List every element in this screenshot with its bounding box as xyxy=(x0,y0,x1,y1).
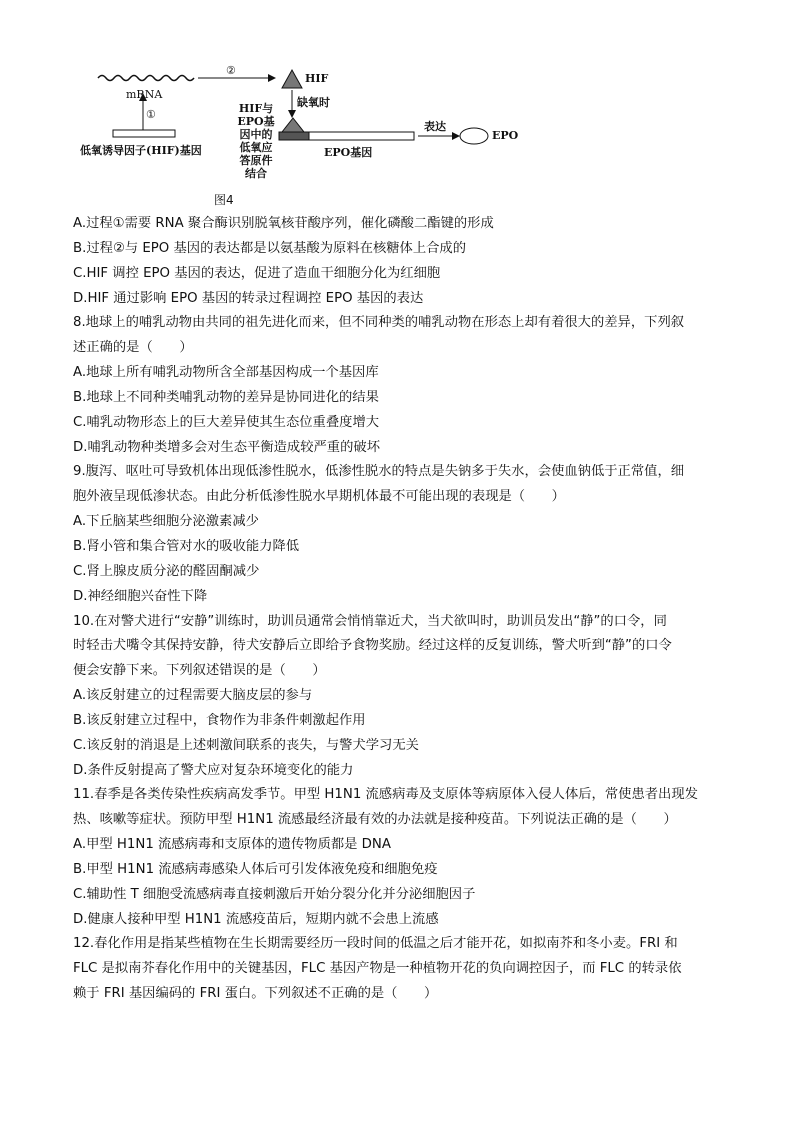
step1-label: ① xyxy=(146,108,156,121)
figure-4-diagram xyxy=(80,62,548,212)
hif-gene-bar xyxy=(113,130,175,137)
text-line: D.神经细胞兴奋性下降 xyxy=(73,588,208,604)
epo-gene-bar xyxy=(309,132,414,140)
hif-label: HIF xyxy=(305,72,329,85)
text-line: 述正确的是（ ） xyxy=(73,340,193,356)
figure-caption: 图4 xyxy=(214,193,234,207)
epo-label: EPO xyxy=(492,129,519,142)
hif-gene-label: 低氧诱导因子(HIF)基因 xyxy=(80,144,202,157)
text-line: 热、咳嗽等症状。预防甲型 H1N1 流感最经济最有效的办法就是接种疫苗。下列说法正确的是（ ） xyxy=(73,812,677,828)
text-line: D.健康人接种甲型 H1N1 流感疫苗后，短期内就不会患上流感 xyxy=(73,911,439,927)
text-line: A.甲型 H1N1 流感病毒和支原体的遗传物质都是 DNA xyxy=(73,837,391,853)
text-line: 11.春季是各类传染性疾病高发季节。甲型 H1N1 流感病毒及支原体等病原体入侵人体后，常使患者出现发 xyxy=(73,787,698,803)
question-text xyxy=(73,212,723,1007)
text-line: B.肾小管和集合管对水的吸收能力降低 xyxy=(73,538,300,554)
hif-triangle xyxy=(282,70,302,88)
text-line: C.该反射的消退是上述刺激间联系的丧失，与警犬学习无关 xyxy=(73,737,419,753)
binding-line: 低氧应 xyxy=(239,141,273,154)
epo-gene-label: EPO基因 xyxy=(324,146,373,159)
arrow-hypoxia-head xyxy=(288,110,296,118)
text-line: 赖于 FRI 基因编码的 FRI 蛋白。下列叙述不正确的是（ ） xyxy=(73,986,438,1002)
mrna-label: mRNA xyxy=(126,88,163,101)
binding-line: 答原件 xyxy=(239,154,273,167)
binding-line: EPO基 xyxy=(237,115,275,128)
arrow-express-head xyxy=(452,132,460,140)
hif-bound-triangle xyxy=(282,118,304,132)
epo-protein xyxy=(460,128,488,144)
text-line: C.辅助性 T 细胞受流感病毒直接刺激后开始分裂分化并分泌细胞因子 xyxy=(73,886,476,902)
text-line: 时轻击犬嘴令其保持安静，待犬安静后立即给予食物奖励。经过这样的反复训练，警犬听到“静”的口令 xyxy=(73,638,672,654)
text-line: A.过程①需要 RNA 聚合酶识别脱氧核苷酸序列，催化磷酸二酯键的形成 xyxy=(73,216,494,231)
arrow-step2-head xyxy=(268,74,276,82)
text-line: 8.地球上的哺乳动物由共同的祖先进化而来，但不同种类的哺乳动物在形态上却有着很大的差异，下列叙 xyxy=(73,315,685,331)
text-line: 便会安静下来。下列叙述错误的是（ ） xyxy=(73,663,326,679)
text-line: 9.腹泻、呕吐可导致机体出现低渗性脱水，低渗性脱水的特点是失钠多于失水，会使血钠低于正常值，细 xyxy=(73,464,685,480)
text-line: FLC 是拟南芥春化作用中的关键基因，FLC 基因产物是一种植物开花的负向调控因子，而 FLC 的转录依 xyxy=(73,961,682,977)
text-line: C.肾上腺皮质分泌的醛固酮减少 xyxy=(73,563,260,579)
text-line: B.该反射建立过程中，食物作为非条件刺激起作用 xyxy=(73,712,366,728)
text-line: A.地球上所有哺乳动物所含全部基因构成一个基因库 xyxy=(73,365,379,381)
text-line: C.哺乳动物形态上的巨大差异使其生态位重叠度增大 xyxy=(73,414,380,430)
binding-line: HIF与 xyxy=(238,102,274,115)
text-line: 12.春化作用是指某些植物在生长期需要经历一段时间的低温之后才能开花，如拟南芥和冬小麦。FRI 和 xyxy=(73,936,678,952)
text-line: B.甲型 H1N1 流感病毒感染人体后可引发体液免疫和细胞免疫 xyxy=(73,861,438,877)
text-line: 胞外液呈现低渗状态。由此分析低渗性脱水早期机体最不可能出现的表现是（ ） xyxy=(73,489,565,505)
response-element xyxy=(279,132,309,140)
step2-label: ② xyxy=(226,64,236,77)
mrna-wave xyxy=(98,76,194,81)
text-line: D.条件反射提高了警犬应对复杂环境变化的能力 xyxy=(73,762,354,778)
hypoxia-label: 缺氧时 xyxy=(297,96,330,109)
express-label: 表达 xyxy=(424,120,446,133)
text-line: B.过程②与 EPO 基因的表达都是以氨基酸为原料在核糖体上合成的 xyxy=(73,240,467,256)
text-line: D.哺乳动物种类增多会对生态平衡造成较严重的破坏 xyxy=(73,439,380,455)
text-line: A.该反射建立的过程需要大脑皮层的参与 xyxy=(73,688,313,704)
binding-line: 因中的 xyxy=(239,128,273,141)
text-line: A.下丘脑某些细胞分泌激素减少 xyxy=(73,514,259,530)
text-line: D.HIF 通过影响 EPO 基因的转录过程调控 EPO 基因的表达 xyxy=(73,290,424,306)
text-line: C.HIF 调控 EPO 基因的表达，促进了造血干细胞分化为红细胞 xyxy=(73,265,441,281)
binding-line: 结合 xyxy=(245,167,267,180)
text-line: B.地球上不同种类哺乳动物的差异是协同进化的结果 xyxy=(73,389,379,405)
text-line: 10.在对警犬进行“安静”训练时，助训员通常会悄悄靠近犬，当犬欲叫时，助训员发出“静”的口令，同 xyxy=(73,613,667,629)
binding-label xyxy=(234,102,278,180)
